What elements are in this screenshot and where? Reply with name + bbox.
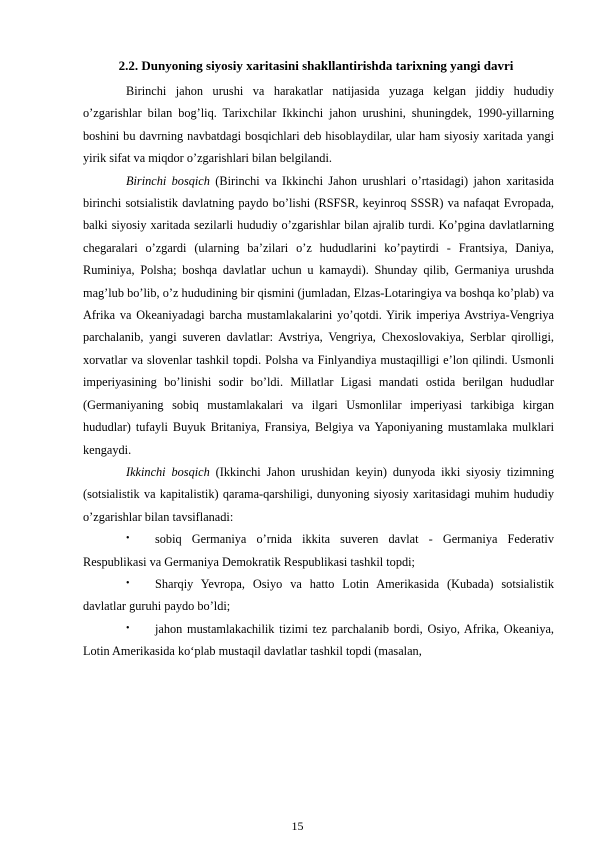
bullet-icon: • [126, 577, 130, 589]
body-text [83, 80, 554, 663]
page-number: 15 [291, 819, 304, 833]
list-item [83, 528, 554, 573]
list-item-text: sobiq Germaniya o’rnida ikkita suveren davlat - Germaniya Federativ Respublikasi va Germaniya Demokratik Respublikasi tashkil topdi; [83, 532, 554, 569]
section-heading: 2.2. Dunyoning siyosiy xaritasini shakllantirishda tarixning yangi davri [118, 58, 514, 73]
stage2-paragraph [83, 461, 554, 528]
list-item-text: jahon mustamlakachilik tizimi tez parchalanib bordi, Osiyo, Afrika, Okeaniya, Lotin Amerikasida ko‘plab mustaqil davlatlar tashkil topdi (masalan, [83, 621, 554, 659]
list-item-text: Sharqiy Yevropa, Osiyo va hatto Lotin Amerikasida (Kubada) sotsialistik davlatlar guruhi paydo bo’ldi; [83, 576, 554, 614]
bullet-icon: • [126, 533, 130, 545]
intro-paragraph: Birinchi jahon urushi va harakatlar natijasida yuzaga kelgan jiddiy hududiy o’zgarishlar bilan bog’liq. Tarixchilar Ikkinchi jahon urushini, shuningdek, 1990-yillarning boshini bu davrning navbatdagi bosqichlari deb hisoblaydilar, ular ham siyosiy xaritada yangi yirik sifat va miqdor o’zgarishlari bilan belgilandi. [83, 84, 554, 166]
stage2-label: Ikkinchi bosqich [126, 464, 210, 479]
stage2-text: (Ikkinchi Jahon urushidan keyin) dunyoda ikki siyosiy tizimning (sotsialistik va kapitalistik) qarama-qarshiligi, dunyoning siyosiy xaritasidagi muhim hududiy o’zgarishlar bilan tavsiflanadi: [83, 464, 554, 524]
stage1-label: Birinchi bosqich [126, 173, 210, 188]
list-item [83, 573, 554, 618]
list-item [83, 618, 554, 663]
stage1-text: (Birinchi va Ikkinchi Jahon urushlari o’rtasidagi) jahon xaritasida birinchi sotsialistik davlatning paydo bo’lishi (RSFSR, keyinroq SSSR) va nafaqat Evropada, balki siyosiy xaritada sezilarli hududiy o’zgarishlar bilan ajralib turdi. Ko’pgina davlatlarning chegaralari o’zgardi (ularning ba’zilari o’z hududlarini ko’paytirdi - Frantsiya, Daniya, Ruminiya, Polsha; boshqa davlatlar uchun u kamaydi). Shunday qilib, Germaniya urushda mag’lub bo’lib, o’z hududining bir qismini (jumladan, Elzas-Lotaringiya va boshqa ko’plab) va Afrika va Okeaniyadagi barcha mustamlakalarini yo’qotdi. Yirik imperiya Avstriya-Vengriya parchalanib, yangi suveren davlatlar: Avstriya, Vengriya, Chexoslovakiya, Serblar qirolligi, xorvatlar va slovenlar tashkil topdi. Polsha va Finlyandiya mustaqilligi e’lon qilindi. Usmonli imperiyasining bo’linishi sodir bo’ldi. Millatlar Ligasi mandati ostida berilgan hududlar (Germaniyaning sobiq mustamlakalari va ilgari Usmonlilar imperiyasi tarkibiga kirgan hududlar) tufayli Buyuk Britaniya, Fransiya, Belgiya va Yaponiyaning mustamlaka mulklari kengaydi. [83, 173, 554, 457]
bullet-icon: • [126, 622, 130, 634]
stage1-paragraph [83, 170, 554, 461]
